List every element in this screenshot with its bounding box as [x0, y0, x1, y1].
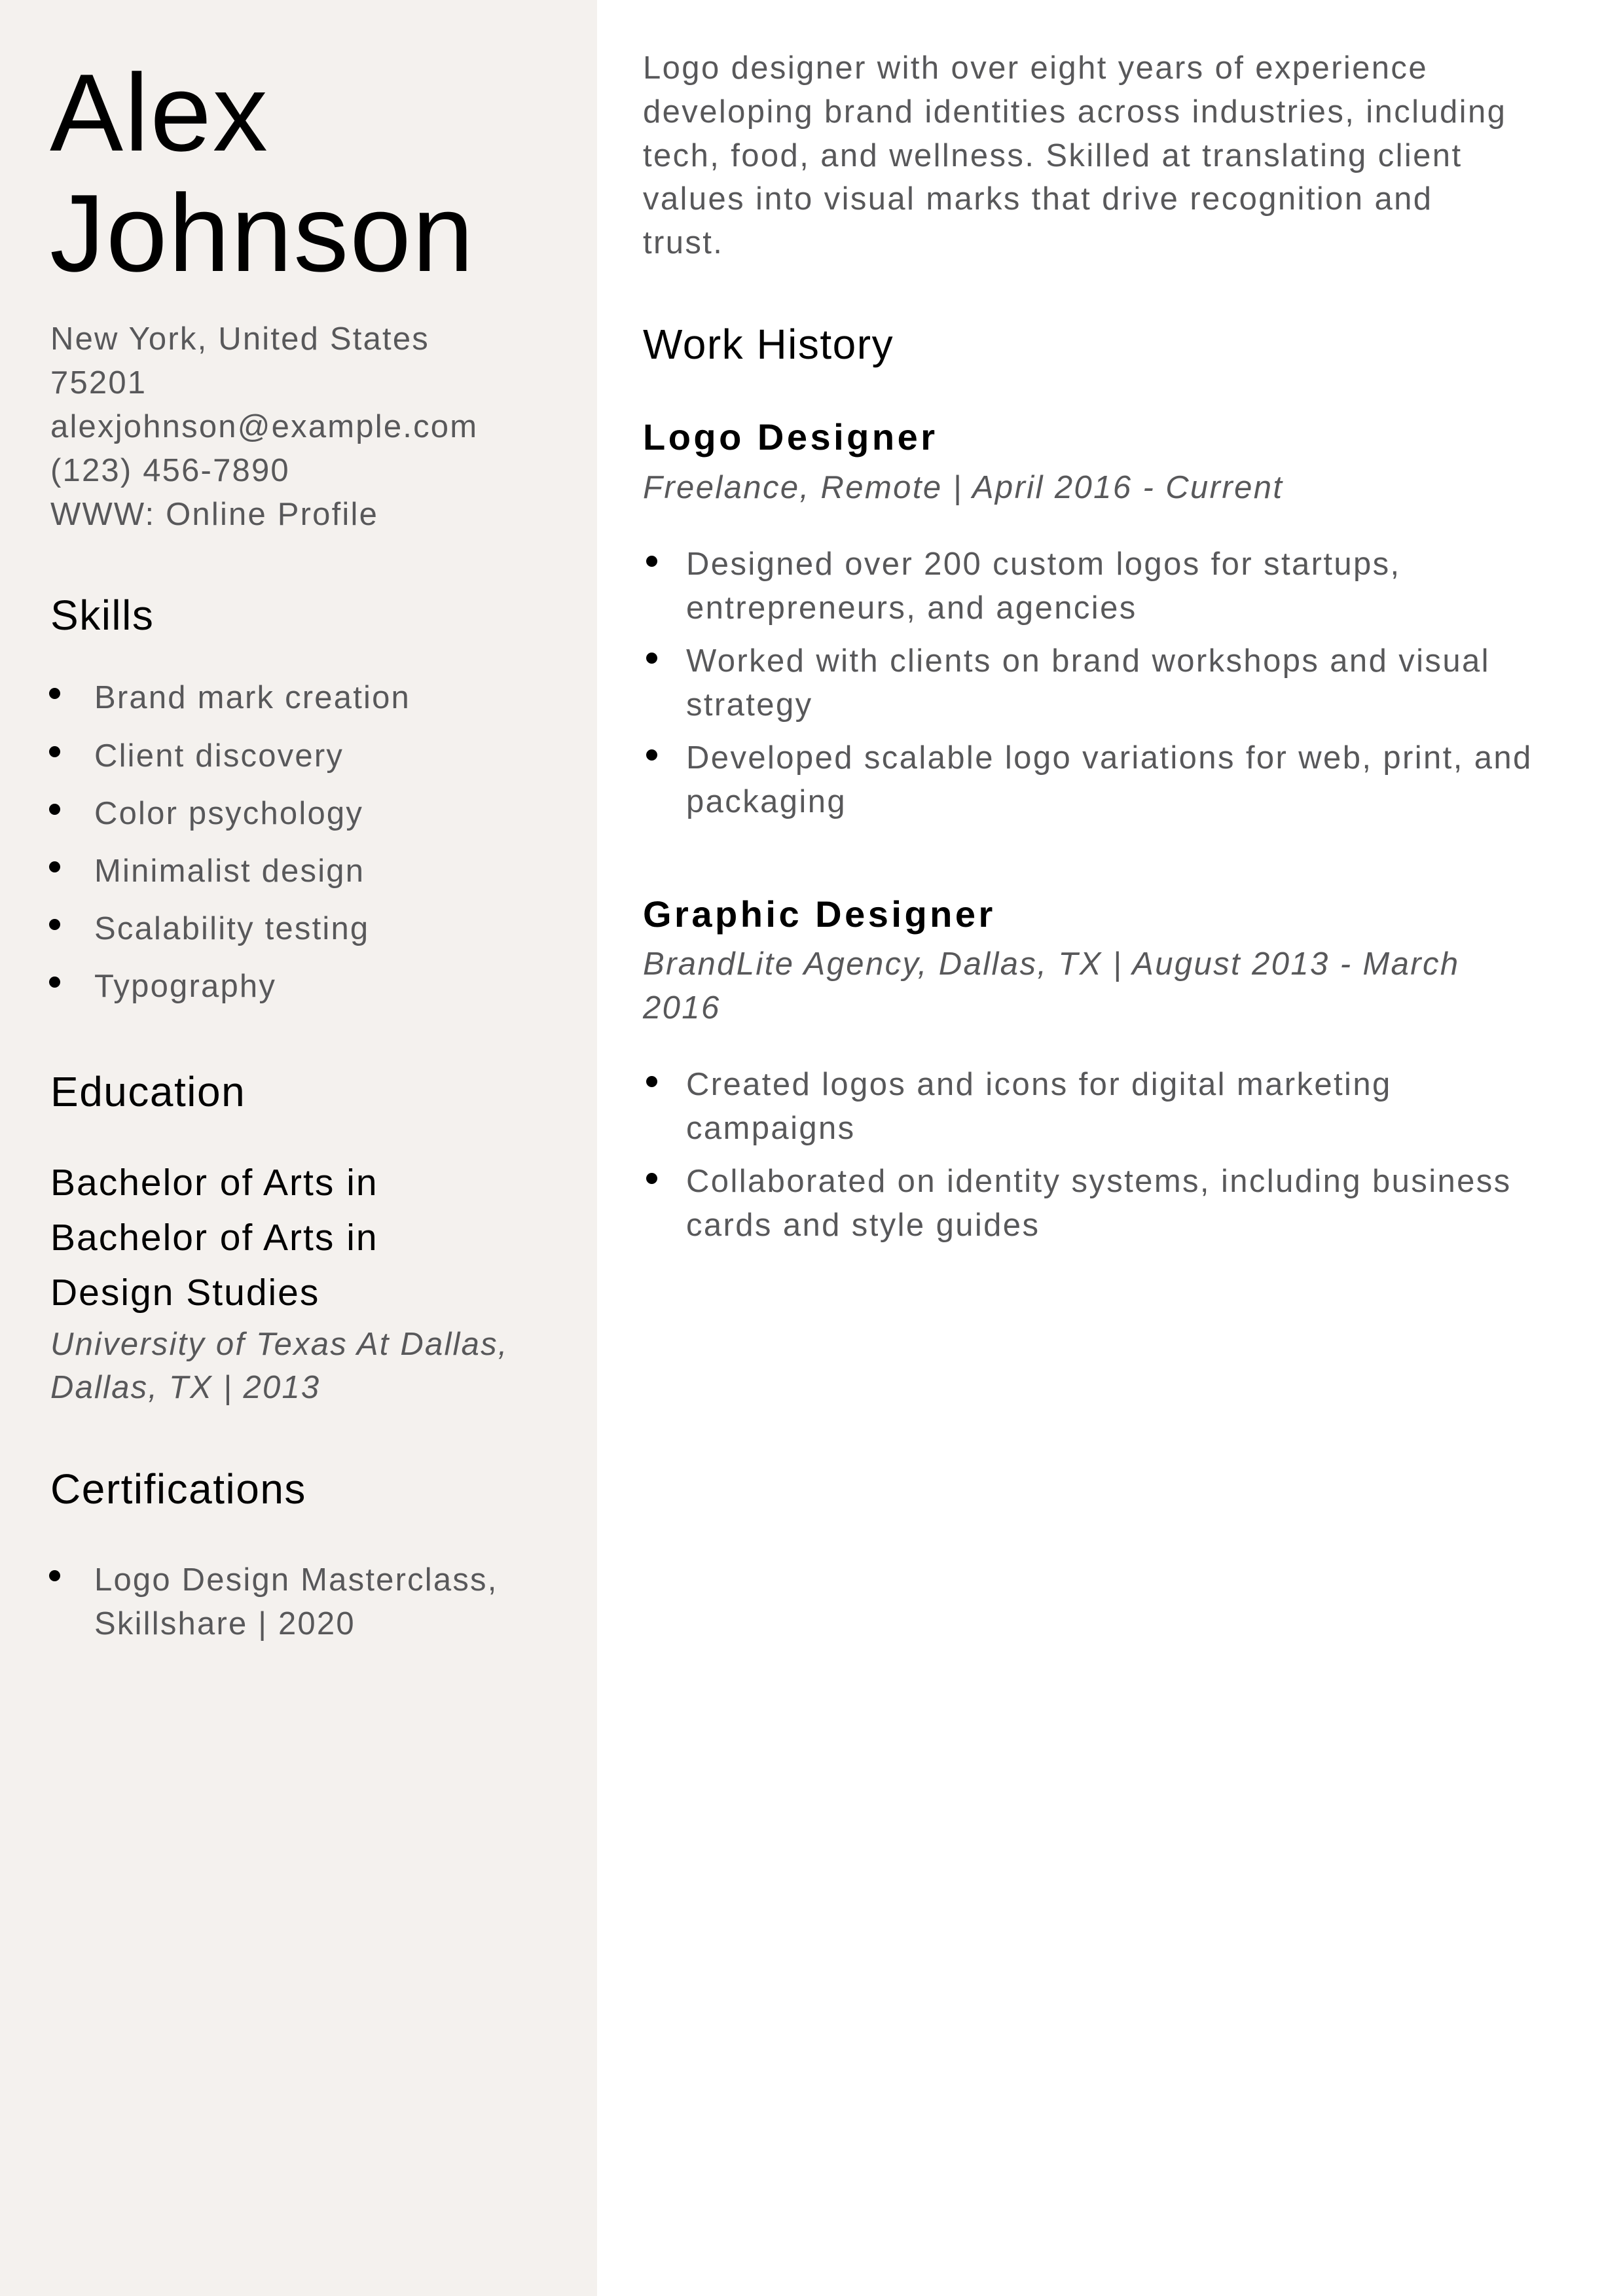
skill-item: Scalability testing [94, 911, 370, 946]
job-bullet-line: campaigns [686, 1111, 856, 1146]
bullet-icon [49, 919, 60, 930]
bullet-icon [49, 1570, 60, 1581]
certification-line: Skillshare | 2020 [94, 1606, 356, 1641]
summary-line: Logo designer with over eight years of experience [643, 50, 1428, 86]
name-last: Johnson [50, 171, 475, 295]
school-line: University of Texas At Dallas, [50, 1327, 509, 1362]
school-line: Dallas, TX | 2013 [50, 1370, 321, 1405]
certification-line: Logo Design Masterclass, [94, 1562, 498, 1598]
summary-line: tech, food, and wellness. Skilled at translating client [643, 138, 1463, 173]
education-heading: Education [50, 1068, 246, 1115]
bullet-icon [49, 804, 60, 815]
certifications-heading: Certifications [50, 1465, 306, 1513]
job-bullet-line: entrepreneurs, and agencies [686, 590, 1137, 626]
job-bullet-line: packaging [686, 784, 847, 819]
summary-line: trust. [643, 225, 724, 260]
contact-location: New York, United States [50, 321, 430, 357]
skill-item: Color psychology [94, 796, 364, 831]
job-title: Logo Designer [643, 416, 938, 457]
job-subtitle: Freelance, Remote | April 2016 - Current [643, 470, 1284, 505]
bullet-icon [646, 1076, 657, 1087]
main-content [597, 0, 1623, 2296]
bullet-icon [646, 556, 657, 567]
contact-email[interactable]: alexjohnson@example.com [50, 409, 479, 444]
job-subtitle: 2016 [643, 990, 721, 1026]
contact-zip: 75201 [50, 365, 147, 401]
bullet-icon [49, 746, 60, 757]
degree-line: Design Studies [50, 1272, 320, 1314]
bullet-icon [646, 1173, 657, 1184]
skill-item: Client discovery [94, 738, 344, 774]
job-bullet-line: Developed scalable logo variations for web, print, and [686, 740, 1533, 776]
name-first: Alex [50, 51, 269, 174]
job-bullet-line: Created logos and icons for digital marketing [686, 1067, 1392, 1102]
work-history-heading: Work History [643, 321, 894, 368]
summary-line: developing brand identities across industries, including [643, 94, 1507, 130]
job-bullet-line: cards and style guides [686, 1208, 1040, 1243]
skill-item: Typography [94, 969, 277, 1004]
skills-heading: Skills [50, 592, 155, 639]
skill-item: Brand mark creation [94, 680, 410, 715]
contact-phone: (123) 456-7890 [50, 453, 290, 488]
sidebar [0, 0, 597, 2296]
job-bullet-line: Worked with clients on brand workshops and visual [686, 643, 1490, 679]
job-subtitle: BrandLite Agency, Dallas, TX | August 2013 - March [643, 946, 1460, 982]
bullet-icon [49, 688, 60, 699]
job-title: Graphic Designer [643, 893, 996, 935]
contact-website[interactable]: WWW: Online Profile [50, 497, 379, 532]
bullet-icon [646, 653, 657, 664]
skill-item: Minimalist design [94, 853, 365, 889]
job-bullet-line: Collaborated on identity systems, including business [686, 1164, 1512, 1199]
degree-line: Bachelor of Arts in [50, 1162, 378, 1204]
bullet-icon [49, 861, 60, 872]
job-bullet-line: Designed over 200 custom logos for startups, [686, 547, 1401, 582]
summary-line: values into visual marks that drive recognition and [643, 181, 1433, 217]
bullet-icon [49, 977, 60, 988]
degree-line: Bachelor of Arts in [50, 1217, 378, 1259]
job-bullet-line: strategy [686, 687, 813, 723]
bullet-icon [646, 749, 657, 761]
